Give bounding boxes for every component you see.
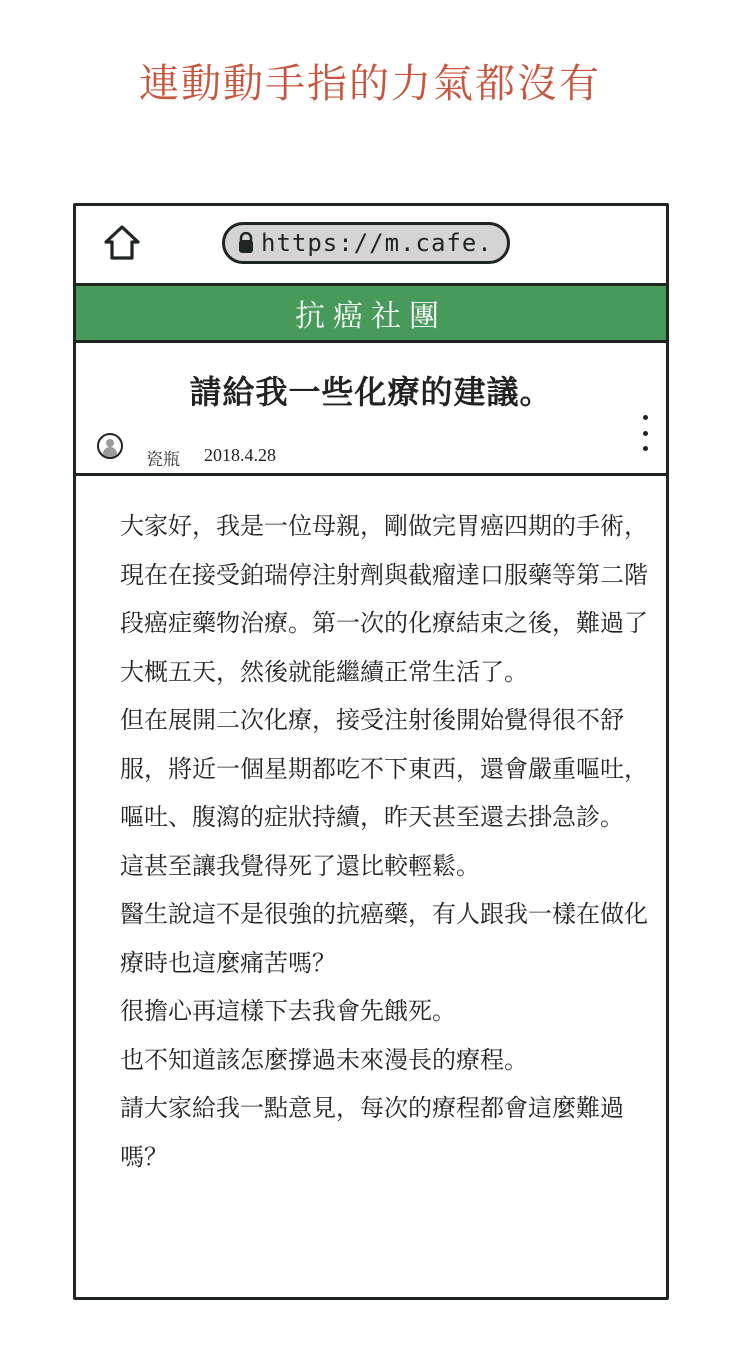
url-text: https://m.cafe. <box>261 229 493 257</box>
paragraph: 大家好，我是一位母親，剛做完胃癌四期的手術，現在在接受鉑瑞停注射劑與截瘤達口服藥等第二階段癌症藥物治療。第一次的化療結束之後，難過了大概五天，然後就能繼續正常生活了。 <box>120 512 648 686</box>
post-body <box>120 502 650 1181</box>
paragraph: 這甚至讓我覺得死了還比較輕鬆。 <box>120 851 480 880</box>
paragraph: 醫生說這不是很強的抗癌藥，有人跟我一樣在做化療時也這麼痛苦嗎？ <box>120 900 648 977</box>
group-name: 抗癌社團 <box>295 299 447 334</box>
lock-icon <box>237 232 255 254</box>
paragraph: 請大家給我一點意見，每次的療程都會這麼難過嗎？ <box>120 1094 624 1171</box>
more-vertical-icon[interactable] <box>640 415 650 451</box>
paragraph: 但在展開二次化療，接受注射後開始覺得很不舒服，將近一個星期都吃不下東西，還會嚴重嘔吐，嘔吐、腹瀉的症狀持續，昨天甚至還去掛急診。 <box>120 706 648 831</box>
browser-bar <box>76 206 666 282</box>
author-name[interactable]: 瓷瓶 <box>146 450 180 470</box>
paragraph: 也不知道該怎麼撐過未來漫長的療程。 <box>120 1045 528 1074</box>
paragraph: 很擔心再這樣下去我會先餓死。 <box>120 997 456 1025</box>
address-bar[interactable] <box>222 222 510 264</box>
post-date: 2018.4.28 <box>204 445 276 465</box>
post-title: 請給我一些化療的建議。 <box>189 373 553 411</box>
phone-screen <box>73 203 669 1300</box>
home-icon[interactable] <box>101 222 143 264</box>
avatar[interactable] <box>97 433 123 459</box>
comic-headline: 連動動手指的力氣都沒有 <box>139 61 601 107</box>
group-banner[interactable] <box>76 283 666 343</box>
post-header <box>76 343 666 476</box>
